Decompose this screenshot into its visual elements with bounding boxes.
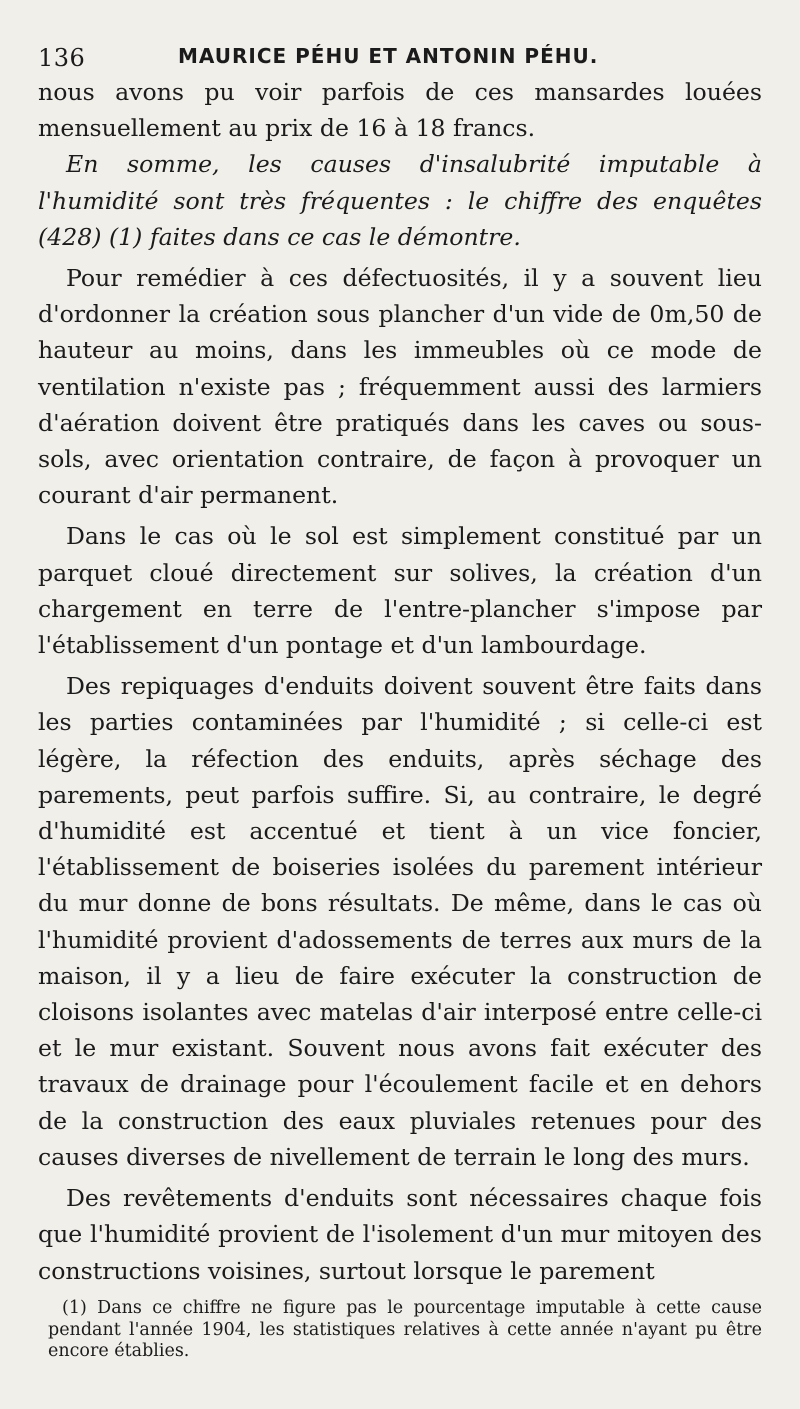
body-text [38, 74, 762, 1289]
paragraph-2: En somme, les causes d'insalubrité imputable à l'humidité sont très fréquentes : le chiffre des enquêtes (428) (1) faites dans ce cas le démontre. [38, 150, 762, 251]
paragraph-4: Dans le cas où le sol est simplement constitué par un parquet cloué directement sur solives, la création d'un chargement en terre de l'entre-plancher s'impose par l'établissement d'un pontage et d'un lambourdage. [38, 522, 762, 660]
page-header [38, 30, 762, 74]
running-head: MAURICE PÉHU ET ANTONIN PÉHU. [178, 44, 599, 68]
page-number: 136 [38, 44, 86, 72]
paragraph-6: Des revêtements d'enduits sont nécessaires chaque fois que l'humidité provient de l'isolement d'un mur mitoyen des constructions voisines, surtout lorsque le parement [38, 1184, 762, 1285]
footnote-text: (1) Dans ce chiffre ne figure pas le pourcentage imputable à cette cause pendant l'année 1904, les statistiques relatives à cette année n'ayant pu être encore établies. [48, 1298, 762, 1361]
paragraph-3: Pour remédier à ces défectuosités, il y a souvent lieu d'ordonner la création sous plancher d'un vide de 0m,50 de hauteur au moins, dans les immeubles où ce mode de ventilation n'existe pas ; fréquemment aussi des larmiers d'aération doivent être pratiqués dans les caves ou sous-sols, avec orientation contraire, de façon à provoquer un courant d'air permanent. [38, 264, 762, 510]
footnote [48, 1298, 762, 1363]
paragraph-5: Des repiquages d'enduits doivent souvent être faits dans les parties contaminées par l'humidité ; si celle-ci est légère, la réfection des enduits, après séchage des parements, peut parfois suffire. Si, au contraire, le degré d'humidité est accentué et tient à un vice foncier, l'établissement de boiseries isolées du parement intérieur du mur donne de bons résultats. De même, dans le cas où l'humidité provient d'adossements de terres aux murs de la maison, il y a lieu de faire exécuter la construction de cloisons isolantes avec matelas d'air interposé entre celle-ci et le mur existant. Souvent nous avons fait exécuter des travaux de drainage pour l'écoulement facile et en dehors de la construction des eaux pluviales retenues pour des causes diverses de nivellement de terrain le long des murs. [38, 672, 762, 1171]
paragraph-1: nous avons pu voir parfois de ces mansardes louées mensuellement au prix de 16 à 18 francs. [38, 78, 762, 143]
